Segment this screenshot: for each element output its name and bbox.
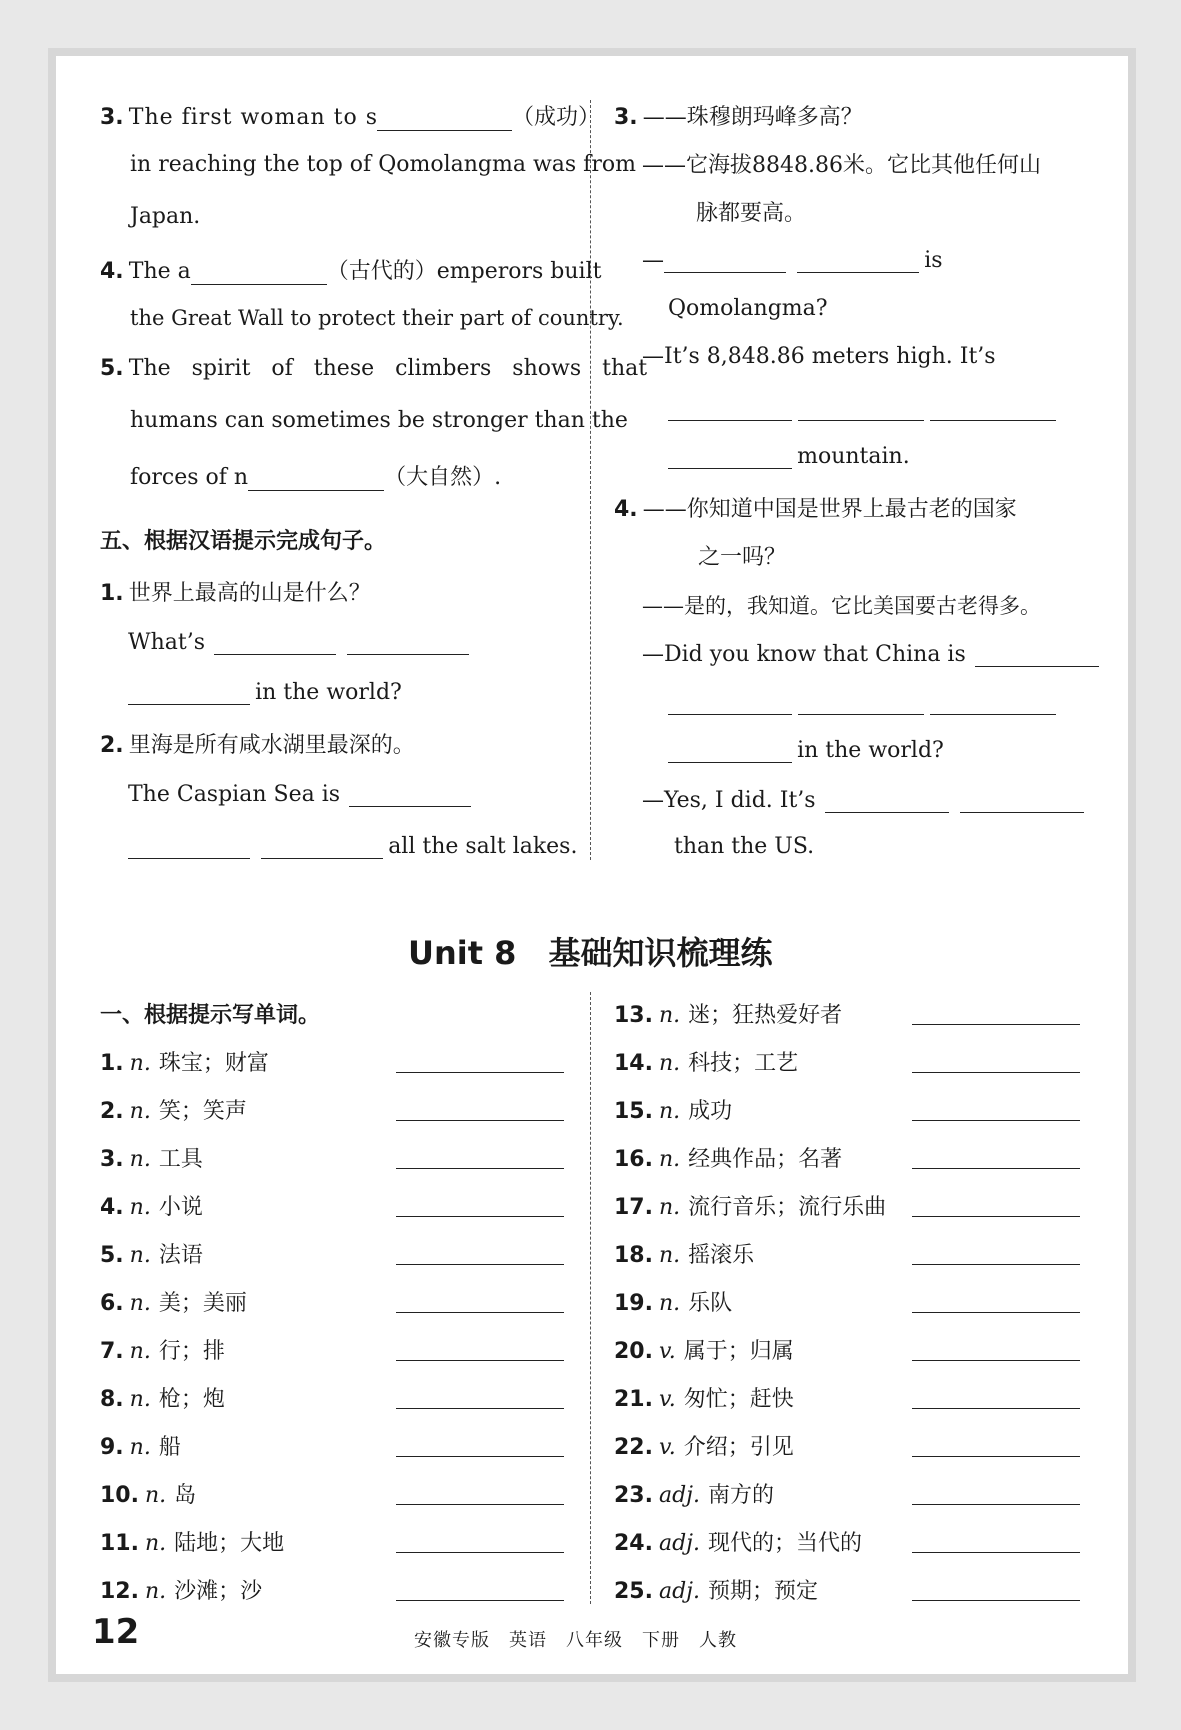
answer-blank[interactable]	[797, 246, 919, 273]
word-item	[100, 1478, 196, 1509]
question-5: 5. The spirit of these climbers shows that	[100, 356, 648, 381]
word-item	[614, 1286, 732, 1317]
answer-blank[interactable]	[825, 786, 949, 813]
word-item-number: 19.	[614, 1291, 653, 1316]
word-item-number: 23.	[614, 1483, 653, 1508]
word-item	[100, 1526, 284, 1557]
word-item-number: 11.	[100, 1531, 139, 1556]
part-of-speech: n.	[129, 1099, 151, 1124]
word-item	[100, 1430, 181, 1461]
word-hint: 流行音乐；流行乐曲	[688, 1195, 887, 1220]
word-item-number: 14.	[614, 1051, 653, 1076]
part-of-speech: n.	[658, 1291, 681, 1316]
answer-blank[interactable]	[930, 420, 1056, 421]
word-hint: 经典作品；名著	[688, 1147, 843, 1172]
word-hint: 船	[158, 1435, 181, 1460]
answer-blank[interactable]	[912, 1456, 1080, 1457]
part-of-speech: n.	[129, 1195, 151, 1220]
word-hint: 笑；笑声	[158, 1099, 247, 1124]
part-of-speech: n.	[658, 1147, 681, 1172]
answer-blank[interactable]	[396, 1552, 564, 1553]
part-of-speech: n.	[129, 1051, 151, 1076]
word-item-number: 16.	[614, 1147, 653, 1172]
word-item-number: 22.	[614, 1435, 653, 1460]
answer-blank[interactable]	[396, 1600, 564, 1601]
answer-blank[interactable]	[664, 246, 786, 273]
answer-blank[interactable]	[912, 1504, 1080, 1505]
word-item-number: 21.	[614, 1387, 653, 1412]
word-hint: 陆地；大地	[174, 1531, 285, 1556]
part-of-speech: n.	[144, 1531, 167, 1556]
right-question-4: 4. ——你知道中国是世界上最古老的国家	[614, 497, 1017, 522]
word-hint: 现代的；当代的	[708, 1531, 863, 1556]
worksheet-page	[48, 48, 1136, 1682]
word-hint: 行；排	[158, 1339, 225, 1364]
word-item	[100, 1382, 225, 1413]
word-hint: 预期；预定	[708, 1579, 819, 1604]
answer-blank[interactable]	[396, 1216, 564, 1217]
part-of-speech: n.	[658, 1195, 681, 1220]
word-item	[100, 1286, 247, 1317]
answer-blank[interactable]	[912, 1024, 1080, 1025]
word-item-number: 6.	[100, 1291, 124, 1316]
answer-blank[interactable]	[912, 1120, 1080, 1121]
word-item	[100, 1094, 247, 1125]
part-of-speech: n.	[144, 1483, 167, 1508]
word-hint: 南方的	[708, 1483, 775, 1508]
footer-text: 安徽专版 英语 八年级 下册 人教	[414, 1630, 737, 1651]
word-hint: 岛	[174, 1483, 197, 1508]
word-hint: 科技；工艺	[688, 1051, 799, 1076]
word-item-number: 3.	[100, 1147, 124, 1172]
word-item-number: 9.	[100, 1435, 124, 1460]
answer-blank[interactable]	[396, 1120, 564, 1121]
answer-blank[interactable]	[396, 1072, 564, 1073]
part-of-speech: v.	[658, 1387, 676, 1412]
answer-blank[interactable]	[349, 780, 471, 807]
unit-title: Unit 8 基础知识梳理练	[408, 934, 773, 972]
answer-blank[interactable]	[668, 442, 792, 469]
word-item-number: 24.	[614, 1531, 653, 1556]
part-of-speech: n.	[658, 1003, 681, 1028]
part-of-speech: n.	[658, 1243, 681, 1268]
answer-blank[interactable]	[668, 714, 792, 715]
part-of-speech: v.	[658, 1435, 676, 1460]
word-item-number: 8.	[100, 1387, 124, 1412]
word-item-number: 4.	[100, 1195, 124, 1220]
word-item-number: 12.	[100, 1579, 139, 1604]
word-item	[100, 1238, 203, 1269]
word-hint: 沙滩；沙	[174, 1579, 263, 1604]
part-of-speech: n.	[129, 1435, 151, 1460]
word-hint: 美；美丽	[158, 1291, 247, 1316]
answer-blank[interactable]	[798, 714, 924, 715]
part-of-speech: n.	[129, 1147, 151, 1172]
word-hint: 属于；归属	[683, 1339, 794, 1364]
answer-blank[interactable]	[912, 1264, 1080, 1265]
answer-blank[interactable]	[396, 1504, 564, 1505]
page-number: 12	[92, 1612, 140, 1652]
word-item	[614, 1526, 862, 1557]
word-item-number: 1.	[100, 1051, 124, 1076]
word-hint: 乐队	[688, 1291, 733, 1316]
word-item	[614, 1190, 886, 1221]
part-of-speech: v.	[658, 1339, 676, 1364]
answer-blank[interactable]	[377, 104, 512, 131]
part-of-speech: n.	[129, 1291, 151, 1316]
answer-blank[interactable]	[261, 832, 383, 859]
answer-blank[interactable]	[396, 1360, 564, 1361]
word-item	[100, 1142, 203, 1173]
answer-blank[interactable]	[960, 786, 1084, 813]
answer-blank[interactable]	[191, 258, 327, 285]
answer-blank[interactable]	[930, 714, 1056, 715]
word-item	[614, 1334, 794, 1365]
part-of-speech: n.	[144, 1579, 167, 1604]
word-item	[614, 1142, 842, 1173]
answer-blank[interactable]	[668, 420, 792, 421]
answer-blank[interactable]	[128, 832, 250, 859]
word-item-number: 18.	[614, 1243, 653, 1268]
section-1-heading: 一、根据提示写单词。	[100, 1003, 321, 1028]
answer-blank[interactable]	[912, 1552, 1080, 1553]
word-hint: 小说	[158, 1195, 203, 1220]
part-of-speech: adj.	[658, 1531, 700, 1556]
part-of-speech: n.	[129, 1243, 151, 1268]
answer-blank[interactable]	[248, 464, 384, 491]
word-hint: 珠宝；财富	[158, 1051, 269, 1076]
word-item	[614, 998, 842, 1029]
answer-blank[interactable]	[912, 1072, 1080, 1073]
word-item-number: 17.	[614, 1195, 653, 1220]
word-item	[100, 1046, 269, 1077]
answer-blank[interactable]	[912, 1408, 1080, 1409]
word-item	[614, 1046, 798, 1077]
answer-blank[interactable]	[975, 640, 1099, 667]
word-item	[614, 1574, 818, 1605]
question-3: 3. The first woman to s （成功）	[100, 105, 601, 130]
word-item	[614, 1382, 794, 1413]
word-item	[614, 1094, 732, 1125]
part-of-speech: adj.	[658, 1483, 700, 1508]
column-divider	[590, 992, 591, 1604]
word-item	[100, 1190, 203, 1221]
answer-blank[interactable]	[668, 736, 792, 763]
answer-blank[interactable]	[128, 678, 250, 705]
answer-blank[interactable]	[347, 628, 469, 655]
answer-blank[interactable]	[396, 1312, 564, 1313]
part-of-speech: n.	[658, 1051, 681, 1076]
word-item-number: 5.	[100, 1243, 124, 1268]
word-item-number: 13.	[614, 1003, 653, 1028]
word-hint: 迷；狂热爱好者	[688, 1003, 843, 1028]
answer-blank[interactable]	[912, 1360, 1080, 1361]
section-5-heading: 五、根据汉语提示完成句子。	[100, 529, 387, 554]
word-hint: 法语	[158, 1243, 203, 1268]
word-hint: 枪；炮	[158, 1387, 225, 1412]
word-item-number: 20.	[614, 1339, 653, 1364]
answer-blank[interactable]	[912, 1216, 1080, 1217]
answer-blank[interactable]	[912, 1168, 1080, 1169]
answer-blank[interactable]	[396, 1264, 564, 1265]
answer-blank[interactable]	[214, 628, 336, 655]
word-item-number: 7.	[100, 1339, 124, 1364]
answer-blank[interactable]	[912, 1312, 1080, 1313]
column-divider	[590, 100, 591, 860]
word-item-number: 15.	[614, 1099, 653, 1124]
answer-blank[interactable]	[396, 1456, 564, 1457]
word-item-number: 25.	[614, 1579, 653, 1604]
sentence-2: 2. 里海是所有咸水湖里最深的。	[100, 733, 415, 758]
word-hint: 工具	[158, 1147, 203, 1172]
word-item	[100, 1334, 225, 1365]
answer-blank[interactable]	[396, 1408, 564, 1409]
word-item-number: 10.	[100, 1483, 139, 1508]
word-hint: 摇滚乐	[688, 1243, 755, 1268]
part-of-speech: n.	[658, 1099, 681, 1124]
answer-blank[interactable]	[798, 420, 924, 421]
word-item	[614, 1430, 794, 1461]
word-hint: 匆忙；赶快	[683, 1387, 794, 1412]
question-4: 4. The a （古代的）emperors built	[100, 259, 602, 284]
word-hint: 介绍；引见	[683, 1435, 794, 1460]
right-question-3: 3. ——珠穆朗玛峰多高？	[614, 105, 863, 130]
part-of-speech: n.	[129, 1387, 151, 1412]
word-item	[614, 1478, 774, 1509]
word-item	[100, 1574, 262, 1605]
word-item	[614, 1238, 754, 1269]
answer-blank[interactable]	[396, 1168, 564, 1169]
part-of-speech: adj.	[658, 1579, 700, 1604]
sentence-1: 1. 世界上最高的山是什么？	[100, 581, 371, 606]
word-item-number: 2.	[100, 1099, 124, 1124]
part-of-speech: n.	[129, 1339, 151, 1364]
word-hint: 成功	[688, 1099, 733, 1124]
answer-blank[interactable]	[912, 1600, 1080, 1601]
